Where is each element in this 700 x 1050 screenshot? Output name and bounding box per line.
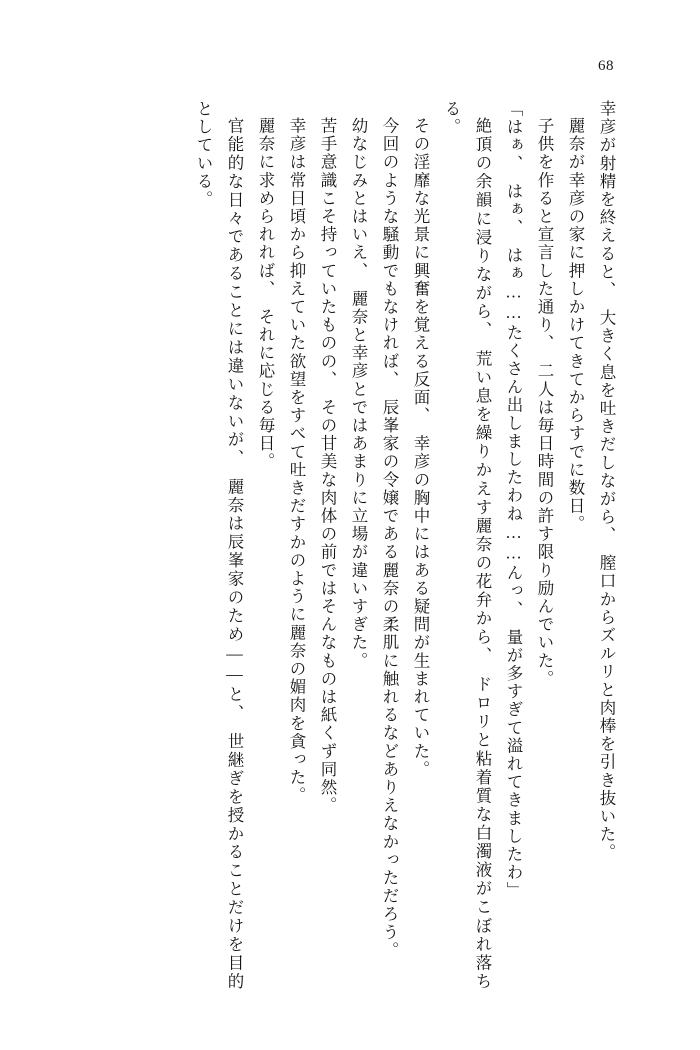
- paragraph: 子供を作ると宣言した通り、 二人は毎日時間の許す限り励んでいた。: [535, 116, 554, 688]
- paragraph: 絶頂の余韻に浸りながら、 荒い息を繰りかえす麗奈の花弁から、 ドロリと粘着質な白濁液がこぼれ落ちる。: [442, 100, 492, 990]
- paragraph: 麗奈に求められれば、 それに応じる毎日。: [256, 116, 275, 471]
- paragraph: 幸彦が射精を終えると、 大きく息を吐きだしながら、 膣口からズルリと肉棒を引き抜いた。: [597, 100, 616, 862]
- paragraph: 苦手意識こそ持っていたものの、 その甘美な肉体の前ではそんなものは紙くず同然。: [318, 116, 337, 815]
- paragraph: 官能的な日々であることには違いないが、 麗奈は辰峯家のため——と、 世継ぎを授かることだけを目的としている。: [194, 100, 244, 990]
- paragraph: 幸彦は常日頃から抑えていた欲望をすべて吐きだすかのように麗奈の媚肉を貪った。: [287, 116, 306, 805]
- paragraph: 「はぁ、 はぁ、 はぁ……たくさん出しましたわね……んっ、 量が多すぎて溢れてきましたわ」: [504, 100, 523, 900]
- paragraph: 麗奈が幸彦の家に押しかけてきてからすでに数日。: [566, 116, 585, 533]
- paragraph: 幼なじみとはいえ、 麗奈と幸彦とではあまりに立場が違いすぎた。: [349, 116, 368, 670]
- page-number: 68: [598, 58, 614, 74]
- page-body-text: [82, 100, 622, 990]
- paragraph: 今回のような騒動でもなければ、 辰峯家の令嬢である麗奈の柔肌に触れるなどありえなかっただろう。: [380, 116, 399, 959]
- paragraph: その淫靡な光景に興奮を覚える反面、 幸彦の胸中にはある疑問が生まれていた。: [411, 116, 430, 778]
